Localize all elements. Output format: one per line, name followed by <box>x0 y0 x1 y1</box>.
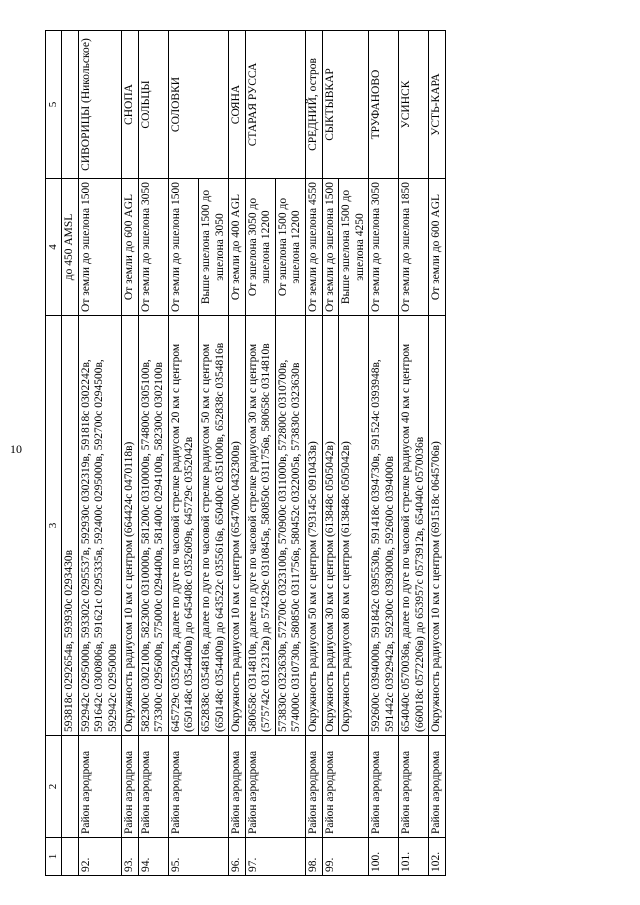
kind-cell: Район аэродрома <box>322 736 369 838</box>
airspace-table-page <box>45 31 585 876</box>
table-row <box>322 31 339 876</box>
kind-cell: Район аэродрома <box>168 736 228 838</box>
table-row <box>429 31 446 876</box>
altitude-cell: От земли до эшелона 4550 <box>305 179 322 316</box>
altitude-cell: От земли до 600 AGL <box>122 179 139 316</box>
altitude-cell: От эшелона 3050 до эшелона 12200 <box>245 179 275 316</box>
coords-cell: Окружность радиусом 80 км с центром (613848с 0505042в) <box>339 316 369 736</box>
coords-cell: Окружность радиусом 10 км с центром (691518с 0645706в) <box>429 316 446 736</box>
kind-cell: Район аэродрома <box>369 736 399 838</box>
kind-cell: Район аэродрома <box>138 736 168 838</box>
row-number-cell: 98. <box>305 838 322 876</box>
airfield-name-cell: СОЛЬЦЫ <box>138 31 168 179</box>
airfield-name-cell: УСТЬ-КАРА <box>429 31 446 179</box>
coords-cell: 580658с 0314810в, далее по дуге по часовой стрелке радиусом 30 км с центром (575742с 0312312в) до 574329с 0310845в, 580850с 0311756в, 580658с 0314810в <box>245 316 275 736</box>
table-row <box>369 31 399 876</box>
coords-cell: 592942с 0295000в, 593302с 0295537в, 592930с 0302319в, 591818с 0302242в, 591642с 0300806в, 591621с 0295335в, 592400с 0295000в, 592700с 0294500в, 592942с 0295000в <box>78 316 122 736</box>
table-row <box>305 31 322 876</box>
kind-cell: Район аэродрома <box>229 736 246 838</box>
altitude-cell: От земли до эшелона 3050 <box>138 179 168 316</box>
altitude-cell: От земли до 600 AGL <box>429 179 446 316</box>
airfield-name-cell: СОЛОВКИ <box>168 31 228 179</box>
row-number-cell: 94. <box>138 838 168 876</box>
altitude-cell: Выше эшелона 1500 до эшелона 3050 <box>199 179 229 316</box>
row-number-cell: 93. <box>122 838 139 876</box>
airfield-name-cell: СТАРАЯ РУССА <box>245 31 305 179</box>
altitude-cell: От земли до эшелона 3050 <box>369 179 399 316</box>
table-row <box>245 31 275 876</box>
row-number-cell: 102. <box>429 838 446 876</box>
row-number-cell: 95. <box>168 838 228 876</box>
altitude-cell: От земли до эшелона 1500 <box>78 179 122 316</box>
table-row <box>168 31 198 876</box>
table-row <box>61 31 78 876</box>
page-number: 10 <box>10 442 22 456</box>
table-row <box>122 31 139 876</box>
airfield-name-cell: СИВОРИЦЫ (Никольское) <box>78 31 122 179</box>
kind-cell: Район аэродрома <box>429 736 446 838</box>
kind-cell: Район аэродрома <box>305 736 322 838</box>
row-number-cell: 97. <box>245 838 305 876</box>
row-number-cell: 101. <box>399 838 429 876</box>
table-row <box>138 31 168 876</box>
airfield-name-cell: СЫКТЫВКАР <box>322 31 369 179</box>
table-row <box>229 31 246 876</box>
coords-cell: Окружность радиусом 10 км с центром (664424с 0470118в) <box>122 316 139 736</box>
coords-cell: 593818с 0292654в, 593930с 0293430в <box>61 316 78 736</box>
altitude-cell: От земли до эшелона 1500 <box>168 179 198 316</box>
altitude-cell: От земли до 400 AGL <box>229 179 246 316</box>
row-number-cell: 99. <box>322 838 369 876</box>
row-number-cell: 92. <box>78 838 122 876</box>
table-row <box>399 31 429 876</box>
coords-cell: Окружность радиусом 10 км с центром (654700с 0432300в) <box>229 316 246 736</box>
coords-cell: 654040с 0570036в, далее по дуге по часовой стрелке радиусом 40 км с центром (660018с 0572206в) до 653957с 0573912в, 654040с 0570036в <box>399 316 429 736</box>
header-cell-4: 4 <box>46 179 62 316</box>
coords-cell: Окружность радиусом 50 км с центром (793145с 0910433в) <box>305 316 322 736</box>
altitude-cell: Выше эшелона 1500 до эшелона 4250 <box>339 179 369 316</box>
row-number-cell: 96. <box>229 838 246 876</box>
airfield-name-cell: ТРУФАНОВО <box>369 31 399 179</box>
kind-cell: Район аэродрома <box>399 736 429 838</box>
kind-cell: Район аэродрома <box>78 736 122 838</box>
row-number-cell: 100. <box>369 838 399 876</box>
row-number-cell <box>61 838 78 876</box>
airfield-name-cell: СНОПА <box>122 31 139 179</box>
airspace-table <box>45 30 446 876</box>
table-row <box>78 31 122 876</box>
altitude-cell: От земли до эшелона 1500 <box>322 179 339 316</box>
kind-cell <box>61 736 78 838</box>
header-cell-5: 5 <box>46 31 62 179</box>
header-cell-2: 2 <box>46 736 62 838</box>
airfield-name-cell: УСИНСК <box>399 31 429 179</box>
coords-cell: 582300с 0302100в, 582300с 0310000в, 581200с 0310000в, 574800с 0305100в, 573300с 0295600в, 575000с 0294400в, 581400с 0294100в, 582300с 0302100в <box>138 316 168 736</box>
header-cell-3: 3 <box>46 316 62 736</box>
coords-cell: 645729с 0352042в, далее по дуге по часовой стрелке радиусом 20 км с центром (650148с 0354400в) до 645408с 0352609в, 645729с 0352042в <box>168 316 198 736</box>
coords-cell: 652838с 0354816в, далее по дуге по часовой стрелке радиусом 50 км с центром (650148с 0354400в) до 643522с 0355616в, 650400с 0351000в, 652838с 0354816в <box>199 316 229 736</box>
coords-cell: 592600с 0394000в, 591842с 0395530в, 591418с 0394730в, 591524с 0393948в, 591442с 0392942в, 592300с 0393000в, 592600с 0394000в <box>369 316 399 736</box>
header-cell-1: 1 <box>46 838 62 876</box>
altitude-cell: От эшелона 1500 до эшелона 12200 <box>275 179 305 316</box>
airfield-name-cell: СОЯНА <box>229 31 246 179</box>
coords-cell: Окружность радиусом 30 км с центром (613848с 0505042в) <box>322 316 339 736</box>
kind-cell: Район аэродрома <box>245 736 305 838</box>
name-cell <box>61 31 78 179</box>
altitude-cell: От земли до эшелона 1850 <box>399 179 429 316</box>
altitude-cell: до 450 AMSL <box>61 179 78 316</box>
kind-cell: Район аэродрома <box>122 736 139 838</box>
table-header-row <box>46 31 62 876</box>
airfield-name-cell: СРЕДНИЙ, остров <box>305 31 322 179</box>
coords-cell: 573830с 0323630в, 572700с 0323100в, 570900с 0311000в, 572800с 0310700в, 574000с 0310730в, 580850с 0311756в, 580452с 0322005в, 573830с 0323630в <box>275 316 305 736</box>
